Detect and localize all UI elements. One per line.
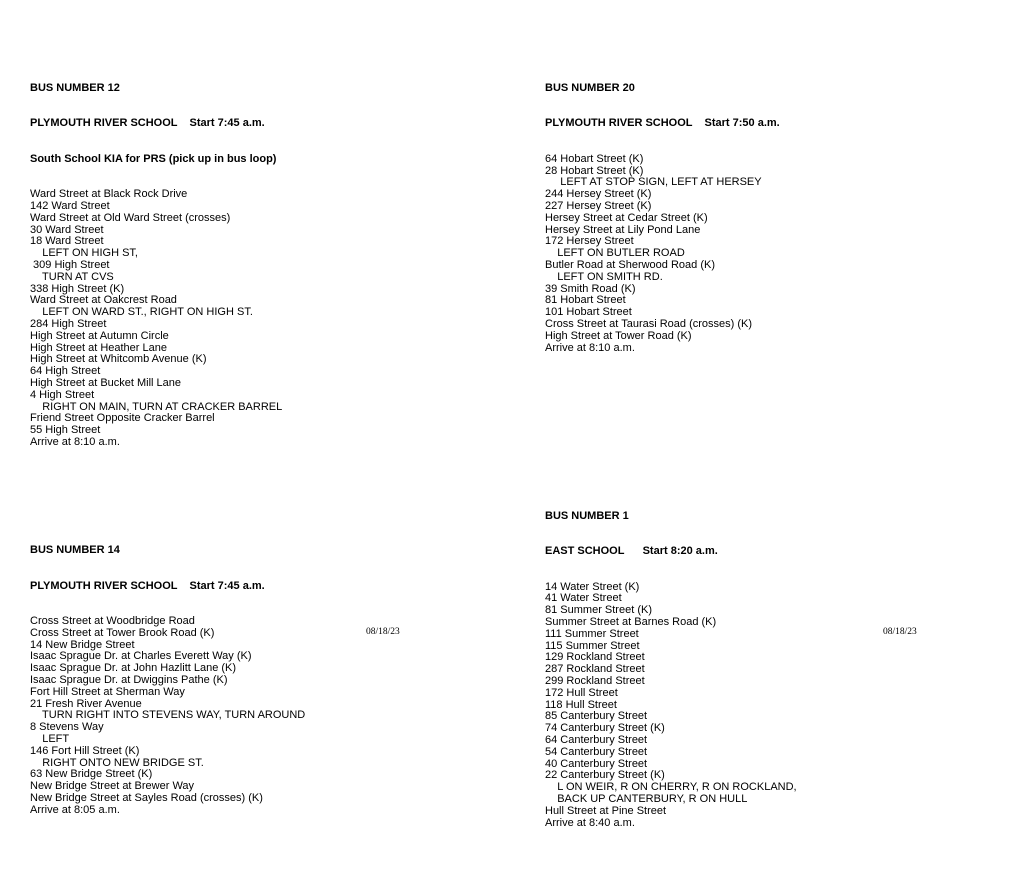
route-school-start-line: EAST SCHOOL Start 8:20 a.m. xyxy=(545,545,718,558)
route-bus-1 xyxy=(545,487,797,853)
route-stop-line: 146 Fort Hill Street (K) xyxy=(30,744,140,757)
route-stop-line: 40 Canterbury Street xyxy=(545,757,648,770)
route-stop-line: 63 New Bridge Street (K) xyxy=(30,768,153,781)
route-stop-line: LEFT ON HIGH ST, xyxy=(30,247,138,260)
route-stop-line: 64 Canterbury Street xyxy=(545,734,648,747)
route-bus-14 xyxy=(30,522,305,841)
route-stop-line: TURN RIGHT INTO STEVENS WAY, TURN AROUND xyxy=(30,709,306,722)
route-stop-line: 129 Rockland Street xyxy=(545,651,645,664)
route-stop-line: 284 High Street xyxy=(30,317,107,330)
route-stop-line: 309 High Street xyxy=(30,258,110,271)
route-bus-20 xyxy=(545,59,797,378)
route-stop-line: Ward Street at Oakcrest Road xyxy=(30,294,177,307)
route-stop-line: BACK UP CANTERBURY, R ON HULL xyxy=(545,793,748,806)
route-title: BUS NUMBER 14 xyxy=(30,544,120,557)
route-stop-line: 299 Rockland Street xyxy=(545,675,645,688)
route-stop-line: Arrive at 8:40 a.m. xyxy=(545,816,635,829)
route-stop-line: 39 Smith Road (K) xyxy=(545,282,636,295)
route-stop-line: 111 Summer Street xyxy=(545,627,639,640)
route-stop-line: Ward Street at Old Ward Street (crosses) xyxy=(30,211,231,224)
route-stop-line: 64 High Street xyxy=(30,365,101,378)
route-stop-line: Isaac Sprague Dr. at John Hazlitt Lane (K) xyxy=(30,662,237,675)
route-stop-line: 85 Canterbury Street xyxy=(545,710,648,723)
route-stop-line: 41 Water Street xyxy=(545,592,622,605)
route-stop-line: RIGHT ON MAIN, TURN AT CRACKER BARREL xyxy=(30,400,283,413)
route-stop-line: New Bridge Street at Sayles Road (crosses) (K) xyxy=(30,792,263,804)
route-note-line: South School KIA for PRS (pick up in bus loop) xyxy=(30,152,277,165)
footer-date-left: 08/18/23 xyxy=(366,627,400,637)
route-stop-line: Isaac Sprague Dr. at Dwiggins Pathe (K) xyxy=(30,674,228,687)
route-stop-line: 21 Fresh River Avenue xyxy=(30,697,142,710)
route-stop-line: 22 Canterbury Street (K) xyxy=(545,769,665,782)
route-stop-line: Cross Street at Woodbridge Road xyxy=(30,615,195,628)
route-stop-line: 172 Hersey Street xyxy=(545,235,634,248)
route-stop-line: Hersey Street at Cedar Street (K) xyxy=(545,211,708,224)
route-stop-line: 28 Hobart Street (K) xyxy=(545,164,644,177)
route-stop-line: RIGHT ONTO NEW BRIDGE ST. xyxy=(30,756,204,769)
route-stop-line: LEFT ON WARD ST., RIGHT ON HIGH ST. xyxy=(30,306,253,319)
route-stop-line: 115 Summer Street xyxy=(545,639,640,652)
route-stop-line: 142 Ward Street xyxy=(30,199,110,212)
route-stop-line: 54 Canterbury Street xyxy=(545,745,648,758)
route-stop-line: 287 Rockland Street xyxy=(545,663,645,676)
route-stop-line: LEFT ON SMITH RD. xyxy=(545,270,663,283)
route-stop-line: 81 Hobart Street xyxy=(545,294,626,307)
route-stop-line: High Street at Bucket Mill Lane xyxy=(30,376,182,389)
route-stop-line: Arrive at 8:10 a.m. xyxy=(545,341,635,354)
route-stop-line: 14 New Bridge Street xyxy=(30,638,135,651)
route-stop-line: Friend Street Opposite Cracker Barrel xyxy=(30,412,215,425)
route-stop-list xyxy=(30,616,305,817)
route-stop-line: 55 High Street xyxy=(30,424,101,437)
route-stop-line: 118 Hull Street xyxy=(545,698,617,711)
route-stop-line: New Bridge Street at Brewer Way xyxy=(30,780,195,793)
page-left-column xyxy=(30,24,305,864)
route-stop-line: Hersey Street at Lily Pond Lane xyxy=(545,223,701,236)
route-stop-list xyxy=(545,154,797,355)
route-stop-line: 18 Ward Street xyxy=(30,235,104,248)
route-stop-line: Isaac Sprague Dr. at Charles Everett Way (K) xyxy=(30,650,252,663)
route-bus-12 xyxy=(30,59,305,472)
route-stop-line: 30 Ward Street xyxy=(30,223,104,236)
route-stop-line: Summer Street at Barnes Road (K) xyxy=(545,616,717,629)
footer-date-right: 08/18/23 xyxy=(883,627,917,637)
route-title: BUS NUMBER 1 xyxy=(545,509,629,522)
route-stop-line: Arrive at 8:10 a.m. xyxy=(30,435,120,448)
route-stop-line: Ward Street at Black Rock Drive xyxy=(30,188,188,201)
route-stop-list xyxy=(545,582,797,830)
route-stop-line: High Street at Heather Lane xyxy=(30,341,167,354)
route-school-start-line: PLYMOUTH RIVER SCHOOL Start 7:50 a.m. xyxy=(545,117,780,130)
route-stop-line: 244 Hersey Street (K) xyxy=(545,188,652,201)
route-stop-line: 74 Canterbury Street (K) xyxy=(545,722,665,735)
route-school-start-line: PLYMOUTH RIVER SCHOOL Start 7:45 a.m. xyxy=(30,579,265,592)
route-stop-line: 81 Summer Street (K) xyxy=(545,604,652,617)
route-title: BUS NUMBER 20 xyxy=(545,81,635,94)
route-title: BUS NUMBER 12 xyxy=(30,81,120,94)
route-stop-line: Cross Street at Tower Brook Road (K) xyxy=(30,626,215,639)
route-stop-line: LEFT xyxy=(30,733,70,746)
route-stop-line: TURN AT CVS xyxy=(30,270,114,283)
route-stop-line: LEFT AT STOP SIGN, LEFT AT HERSEY xyxy=(545,176,762,189)
route-stop-line: L ON WEIR, R ON CHERRY, R ON ROCKLAND, xyxy=(545,781,797,794)
route-stop-line: LEFT ON BUTLER ROAD xyxy=(545,247,685,260)
route-stop-line: High Street at Autumn Circle xyxy=(30,329,169,342)
route-stop-line: Fort Hill Street at Sherman Way xyxy=(30,685,185,698)
route-stop-list xyxy=(30,189,305,449)
route-stop-line: Hull Street at Pine Street xyxy=(545,804,667,817)
route-stop-line: Butler Road at Sherwood Road (K) xyxy=(545,258,715,271)
route-stop-line: Cross Street at Taurasi Road (crosses) (K) xyxy=(545,317,753,330)
route-stop-line: 227 Hersey Street (K) xyxy=(545,199,652,212)
route-stop-line: 172 Hull Street xyxy=(545,686,618,699)
route-stop-line: 14 Water Street (K) xyxy=(545,580,640,593)
route-stop-line: High Street at Tower Road (K) xyxy=(545,329,692,342)
route-school-start-line: PLYMOUTH RIVER SCHOOL Start 7:45 a.m. xyxy=(30,117,265,130)
route-stop-line: 101 Hobart Street xyxy=(545,306,632,319)
route-stop-line: 338 High Street (K) xyxy=(30,282,125,295)
page-right-column xyxy=(545,24,797,877)
route-stop-line: 8 Stevens Way xyxy=(30,721,104,734)
route-stop-line: 4 High Street xyxy=(30,388,95,401)
route-stop-line: 64 Hobart Street (K) xyxy=(545,152,644,165)
route-stop-line: High Street at Whitcomb Avenue (K) xyxy=(30,353,207,366)
route-stop-line: Arrive at 8:05 a.m. xyxy=(30,803,120,816)
